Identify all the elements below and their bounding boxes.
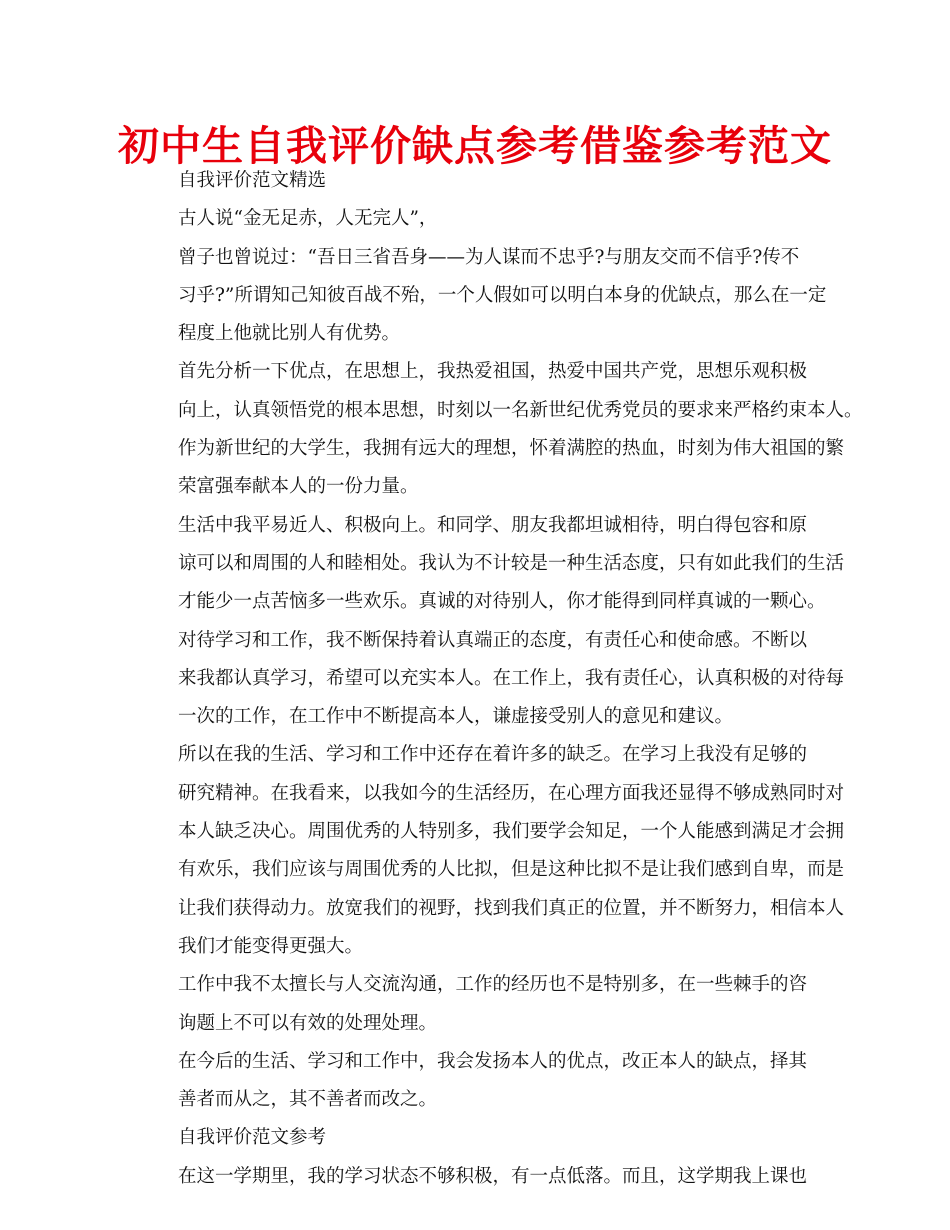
text-line: 本人缺乏决心。周围优秀的人特别多，我们要学会知足，一个人能感到满足才会拥 xyxy=(178,821,845,843)
text-line: 我们才能变得更强大。 xyxy=(178,935,364,957)
text-line: 首先分析一下优点，在思想上，我热爱祖国，热爱中国共产党，思想乐观积极 xyxy=(178,361,808,383)
text-line: 询题上不可以有效的处理处理。 xyxy=(178,1012,438,1034)
paragraph xyxy=(141,966,813,1043)
paragraph xyxy=(141,1158,813,1196)
text-line: 一次的工作，在工作中不断提高本人，谦虚接受别人的意见和建议。 xyxy=(178,706,734,728)
text-line: 在这一学期里，我的学习状态不够积极，有一点低落。而且，这学期我上课也 xyxy=(178,1165,808,1187)
text-line: 研究精神。在我看来，以我如今的生活经历，在心理方面我还显得不够成熟同时对 xyxy=(178,782,845,804)
text-line: 谅可以和周围的人和睦相处。我认为不计较是一种生活态度，只有如此我们的生活 xyxy=(178,552,845,574)
text-line: 有欢乐，我们应该与周围优秀的人比拟，但是这种比拟不是让我们感到自卑，而是 xyxy=(178,859,845,881)
paragraph xyxy=(141,353,863,506)
text-line: 才能少一点苦恼多一些欢乐。真诚的对待别人，你才能得到同样真诚的一颗心。 xyxy=(178,591,826,613)
text-line: 对待学习和工作，我不断保持着认真端正的态度，有责任心和使命感。不断以 xyxy=(178,629,808,651)
text-line: 古人说“金无足赤，人无完人”， xyxy=(178,208,438,230)
paragraph xyxy=(141,1043,813,1120)
text-line: 善者而从之，其不善者而改之。 xyxy=(178,1089,438,1111)
text-line: 向上，认真领悟党的根本思想，时刻以一名新世纪优秀党员的要求来严格约束本人。 xyxy=(178,399,863,421)
paragraph xyxy=(141,507,845,622)
paragraph xyxy=(141,162,813,200)
paragraph xyxy=(141,736,845,966)
text-line: 工作中我不太擅长与人交流沟通，工作的经历也不是特别多，在一些棘手的咨 xyxy=(178,974,808,996)
document-body xyxy=(141,162,863,1196)
paragraph xyxy=(141,622,845,737)
text-line: 在今后的生活、学习和工作中，我会发扬本人的优点，改正本人的缺点，择其 xyxy=(178,1050,808,1072)
text-line: 作为新世纪的大学生，我拥有远大的理想，怀着满腔的热血，时刻为伟大祖国的繁 xyxy=(178,438,845,460)
text-line: 自我评价范文精选 xyxy=(178,170,327,191)
paragraph xyxy=(141,200,813,238)
text-line: 来我都认真学习，希望可以充实本人。在工作上，我有责任心，认真积极的对待每 xyxy=(178,667,845,689)
text-line: 荣富强奉献本人的一份力量。 xyxy=(178,476,419,498)
text-line: 生活中我平易近人、积极向上。和同学、朋友我都坦诚相待，明白得包容和原 xyxy=(178,514,808,536)
text-line: 让我们获得动力。放宽我们的视野，找到我们真正的位置，并不断努力，相信本人 xyxy=(178,897,845,919)
paragraph xyxy=(141,239,827,354)
text-line: 所以在我的生活、学习和工作中还存在着许多的缺乏。在学习上我没有足够的 xyxy=(178,744,808,766)
text-line: 曾子也曾说过：“吾日三省吾身——为人谋而不忠乎?与朋友交而不信乎?传不 xyxy=(178,246,800,268)
document-title: 初中生自我评价缺点参考借鉴参考范文 xyxy=(118,122,832,170)
text-line: 自我评价范文参考 xyxy=(178,1127,327,1149)
text-line: 习乎?”所谓知己知彼百战不殆，一个人假如可以明白本身的优缺点，那么在一定 xyxy=(178,284,827,306)
text-line: 程度上他就比别人有优势。 xyxy=(178,323,401,345)
paragraph xyxy=(141,1119,813,1157)
